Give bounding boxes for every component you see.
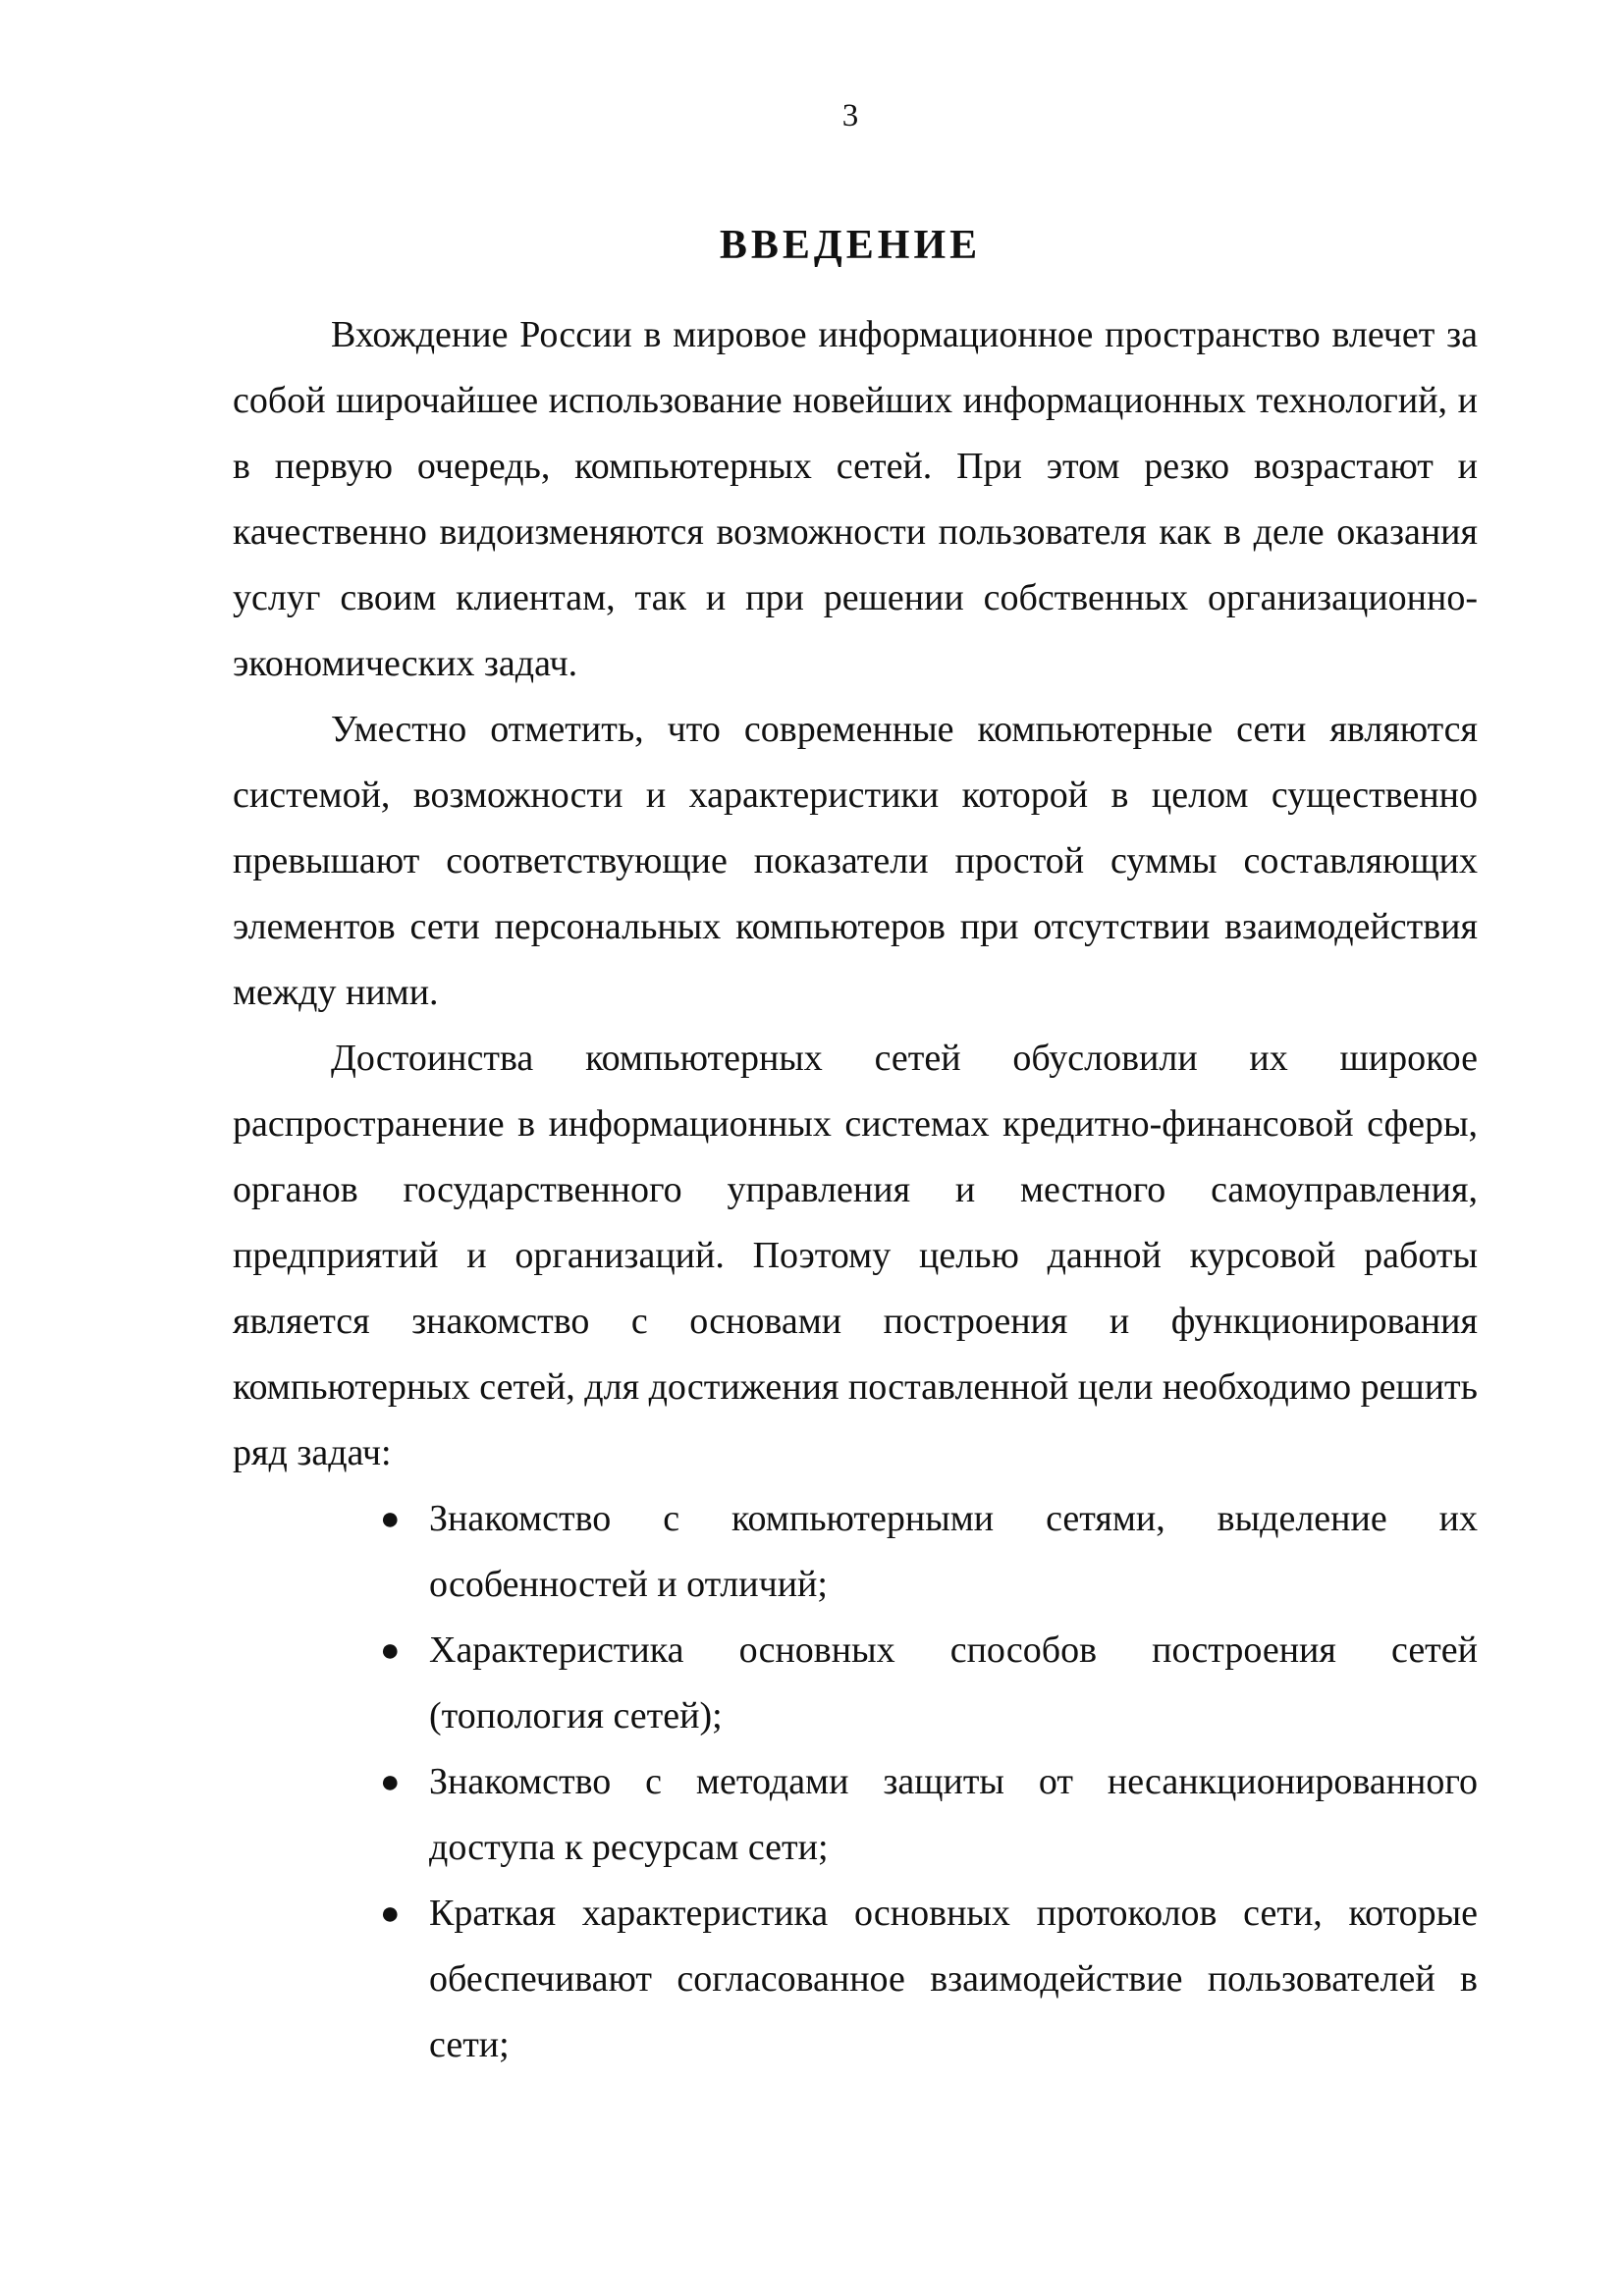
list-item	[380, 1749, 1478, 1881]
list-item-text: Характеристика основных способов построения сетей (топология сетей);	[429, 1629, 1478, 1736]
paragraph-2: Уместно отметить, что современные компьютерные сети являются системой, возможности и характеристики которой в целом существенно превышают соответствующие показатели простой суммы составляющих элементов сети персональных компьютеров при отсутствии взаимодействия между ними.	[233, 709, 1478, 1013]
body-text	[233, 302, 1478, 2078]
list-item	[380, 1618, 1478, 1749]
list-item	[380, 1486, 1478, 1618]
task-list	[233, 1486, 1478, 2078]
bullet-icon: ●	[380, 1632, 401, 1669]
paragraph-3: Достоинства компьютерных сетей обусловили их широкое распространение в информационных системах кредитно-финансовой сферы, органов государственного управления и местного самоуправления, предприятий и организаций. Поэтому целью данной курсовой работы является знакомство с основами построения и функционирования компьютерных сетей, для достижения поставленной цели необходимо решить ряд задач:	[233, 1038, 1478, 1473]
list-item	[380, 1881, 1478, 2078]
bullet-icon: ●	[380, 1501, 401, 1537]
section-title: ВВЕДЕНИЕ	[719, 223, 982, 268]
list-item-text: Краткая характеристика основных протоколов сети, которые обеспечивают согласованное взаимодействие пользователей в сети;	[429, 1893, 1478, 2065]
list-item-text: Знакомство с методами защиты от несанкционированного доступа к ресурсам сети;	[429, 1761, 1478, 1868]
page-number: 3	[841, 98, 859, 133]
bullet-icon: ●	[380, 1764, 401, 1800]
bullet-icon: ●	[380, 1896, 401, 1932]
list-item-text: Знакомство с компьютерными сетями, выделение их особенностей и отличий;	[429, 1498, 1478, 1605]
paragraph-1: Вхождение России в мировое информационное пространство влечет за собой широчайшее использование новейших информационных технологий, и в первую очередь, компьютерных сетей. При этом резко возрастают и качественно видоизменяются возможности пользователя как в деле оказания услуг своим клиентам, так и при решении собственных организационно-экономических задач.	[233, 314, 1478, 684]
